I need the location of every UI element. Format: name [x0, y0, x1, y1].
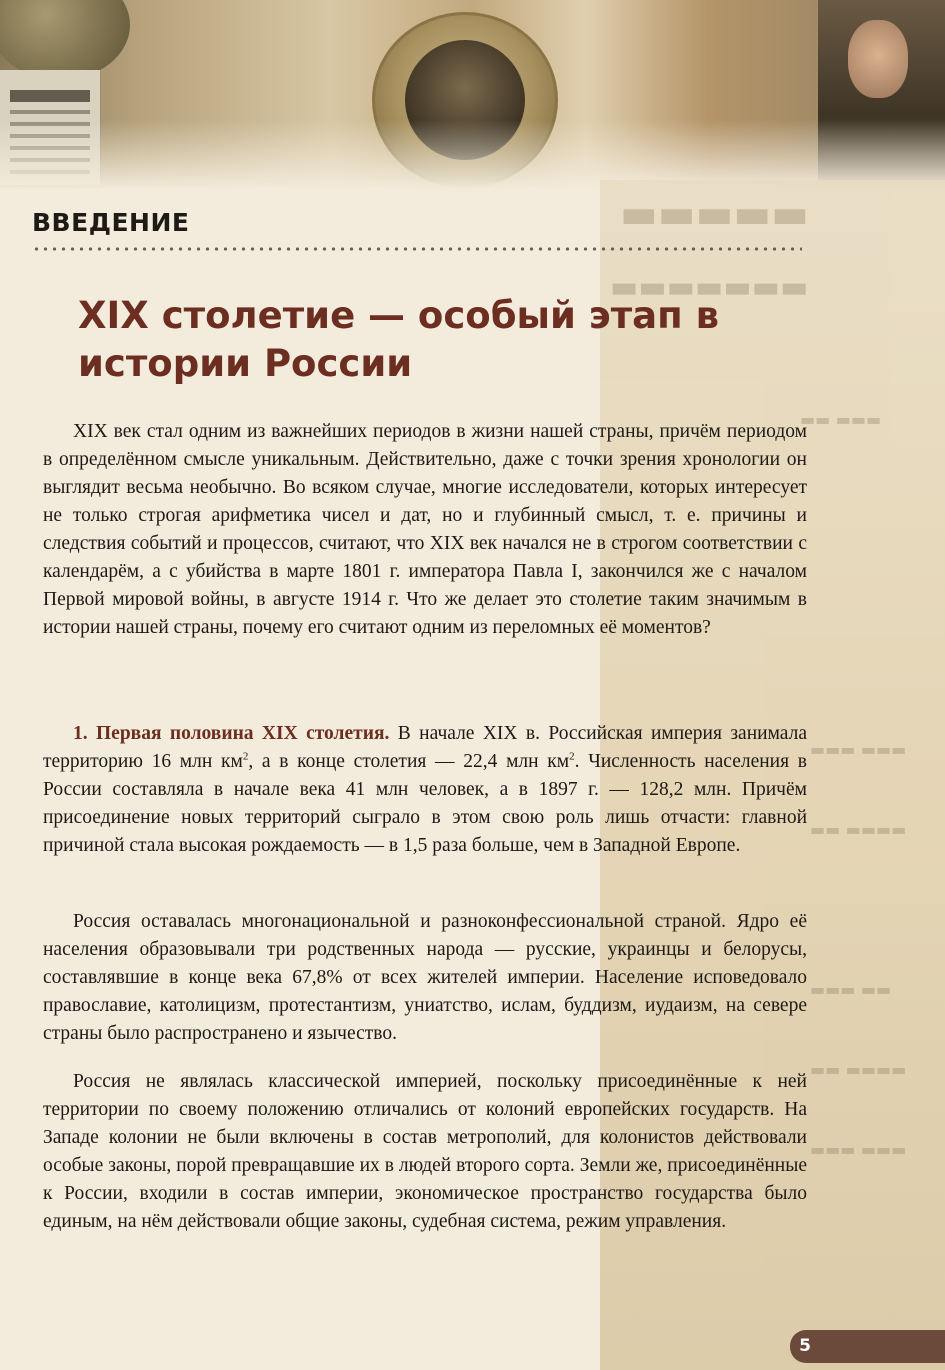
decorative-collage-banner: [0, 0, 945, 190]
superscript-2a: 2: [242, 750, 249, 763]
coin-image: [0, 0, 130, 80]
section-1-text-a: В начале XIX в. Российская империя занимала территорию 16 млн км: [43, 723, 807, 772]
newspaper-background: ▬▬▬▬▬ ▬▬▬▬▬▬▬ ▬▬ ▬▬▬ ▬▬▬ ▬▬▬ ▬▬ ▬▬▬▬ ▬▬▬ ▬▬ ▬▬ ▬▬▬▬ ▬▬▬ ▬▬▬: [600, 180, 945, 1370]
superscript-2b: 2: [569, 750, 575, 763]
chapter-title: XIX столетие — особый этап в истории России: [78, 294, 719, 385]
section-1-text-b: , а в конце столетия — 22,4 млн км: [248, 751, 570, 772]
section-1-paragraph: [43, 720, 807, 860]
section-1-text-c: . Численность населения в России составляла в начале века 41 млн человек, а в 1897 г. — 128,2 млн. Причём присоединение новых территорий сыграло в этом свою роль лишь отчасти: главной причиной стала высокая рождаемость — в 1,5 раза больше, чем в Западной Европе.: [43, 751, 807, 856]
section-label: ВВЕДЕНИЕ: [32, 208, 190, 237]
section-1-heading: 1. Первая половина XIX столетия.: [73, 723, 390, 744]
page-number-tab: [790, 1330, 945, 1363]
intro-paragraph: XIX век стал одним из важнейших периодов в жизни нашей страны, причём периодом в определённом смысле уникальным. Действительно, даже с точки зрения хронологии он выглядит весьма необычно. Во всяком случае, многие исследователи, которых интересует не только строгая арифметика чисел и дат, но и глубинный смысл, т. е. причины и следствия событий и процессов, считают, что XIX век начался не в строгом соответствии с календарём, а с убийства в марте 1801 г. императора Павла I, закончился же с началом Первой мировой войны, в августе 1914 г. Что же делает это столетие таким значимым в истории нашей страны, почему его считают одним из переломных её моментов?: [43, 421, 807, 638]
paragraph-nationalities: Россия оставалась многонациональной и разноконфессиональной страной. Ядро её населения образовывали три родственных народа — русские, украинцы и белорусы, составлявшие в конце века 67,8% от всех жителей империи. Население исповедовало православие, католицизм, протестантизм, униатство, ислам, буддизм, иудаизм, на севере страны было распространено и язычество.: [43, 911, 807, 1044]
paragraph-empire: Россия не являлась классической империей, поскольку присоединённые к ней территории по своему положению отличались от колоний европейских государств. На Западе колонии не были включены в состав метрополий, для колонистов действовали особые законы, порой превращавшие их в людей второго сорта. Земли же, присоединённые к России, входили в состав империи, экономическое пространство государства было единым, на нём действовали общие законы, судебная система, режим управления.: [43, 1071, 807, 1232]
page-number: 5: [799, 1336, 811, 1356]
dotted-divider: [32, 246, 802, 252]
